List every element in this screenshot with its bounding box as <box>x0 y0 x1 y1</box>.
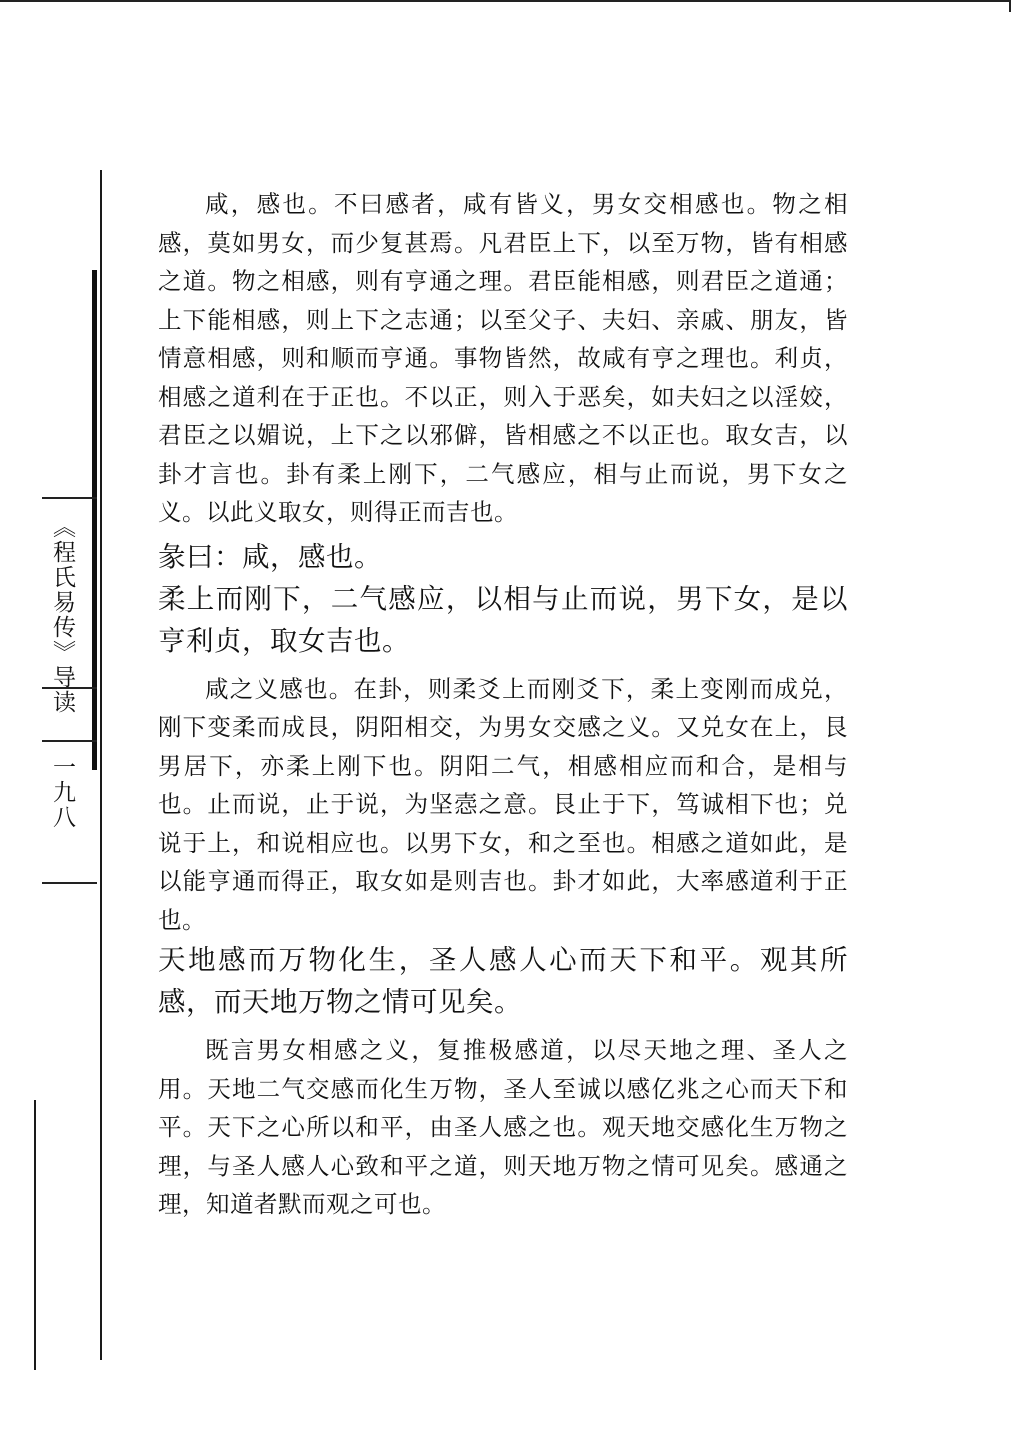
running-title: 《程氏易传》导读 <box>49 515 75 715</box>
sidebar-divider <box>42 882 97 884</box>
commentary-paragraph: 咸之义感也。在卦，则柔爻上而刚爻下，柔上变刚而成兑，刚下变柔而成艮，阴阳相交，为男女交感之义。又兑女在上，艮男居下，亦柔上刚下也。阴阳二气，相感相应而和合，是相与也。止而说，止于说，为坚悫之意。艮止于下，笃诚相下也；兑说于上，和说相应也。以男下女，和之至也。相感之道如此，是以能亨通而得正，取女如是则吉也。卦才如此，大率感道利于正也。 <box>158 674 848 934</box>
classic-text-heading: 彖曰：咸，感也。 <box>158 540 382 573</box>
page-number: 一九八 <box>49 755 75 830</box>
margin-rule-lower <box>34 1100 36 1370</box>
classic-text-paragraph: 天地感而万物化生，圣人感人心而天下和平。观其所感，而天地万物之情可见矣。 <box>158 944 848 1018</box>
text-body <box>158 185 848 1224</box>
commentary-paragraph: 既言男女相感之义，复推极感道，以尽天地之理、圣人之用。天地二气交感而化生万物，圣人至诚以感亿兆之心而天下和平。天下之心所以和平，由圣人感之也。观天地交感化生万物之理，与圣人感人心致和平之道，则天地万物之情可见矣。感通之理，知道者默而观之可也。 <box>158 1036 848 1218</box>
page-corner-mark <box>1009 0 1011 12</box>
margin-rule <box>100 170 102 1360</box>
sidebar-divider <box>42 497 97 499</box>
sidebar-divider <box>42 740 97 742</box>
commentary-paragraph: 咸，感也。不曰感者，咸有皆义，男女交相感也。物之相感，莫如男女，而少复甚焉。凡君臣上下，以至万物，皆有相感之道。物之相感，则有亨通之理。君臣能相感，则君臣之道通；上下能相感，则上下之志通；以至父子、夫妇、亲戚、朋友，皆情意相感，则和顺而亨通。事物皆然，故咸有亨之理也。利贞，相感之道利在于正也。不以正，则入于恶矣，如夫妇之以淫姣，君臣之以媚说，上下之以邪僻，皆相感之不以正也。取女吉，以卦才言也。卦有柔上刚下，二气感应，相与止而说，男下女之义。以此义取女，则得正而吉也。 <box>158 190 848 526</box>
classic-text-paragraph: 柔上而刚下，二气感应，以相与止而说，男下女，是以亨利贞，取女吉也。 <box>158 582 848 657</box>
page-top-border <box>0 0 1010 2</box>
margin-rule-thick <box>92 270 97 770</box>
